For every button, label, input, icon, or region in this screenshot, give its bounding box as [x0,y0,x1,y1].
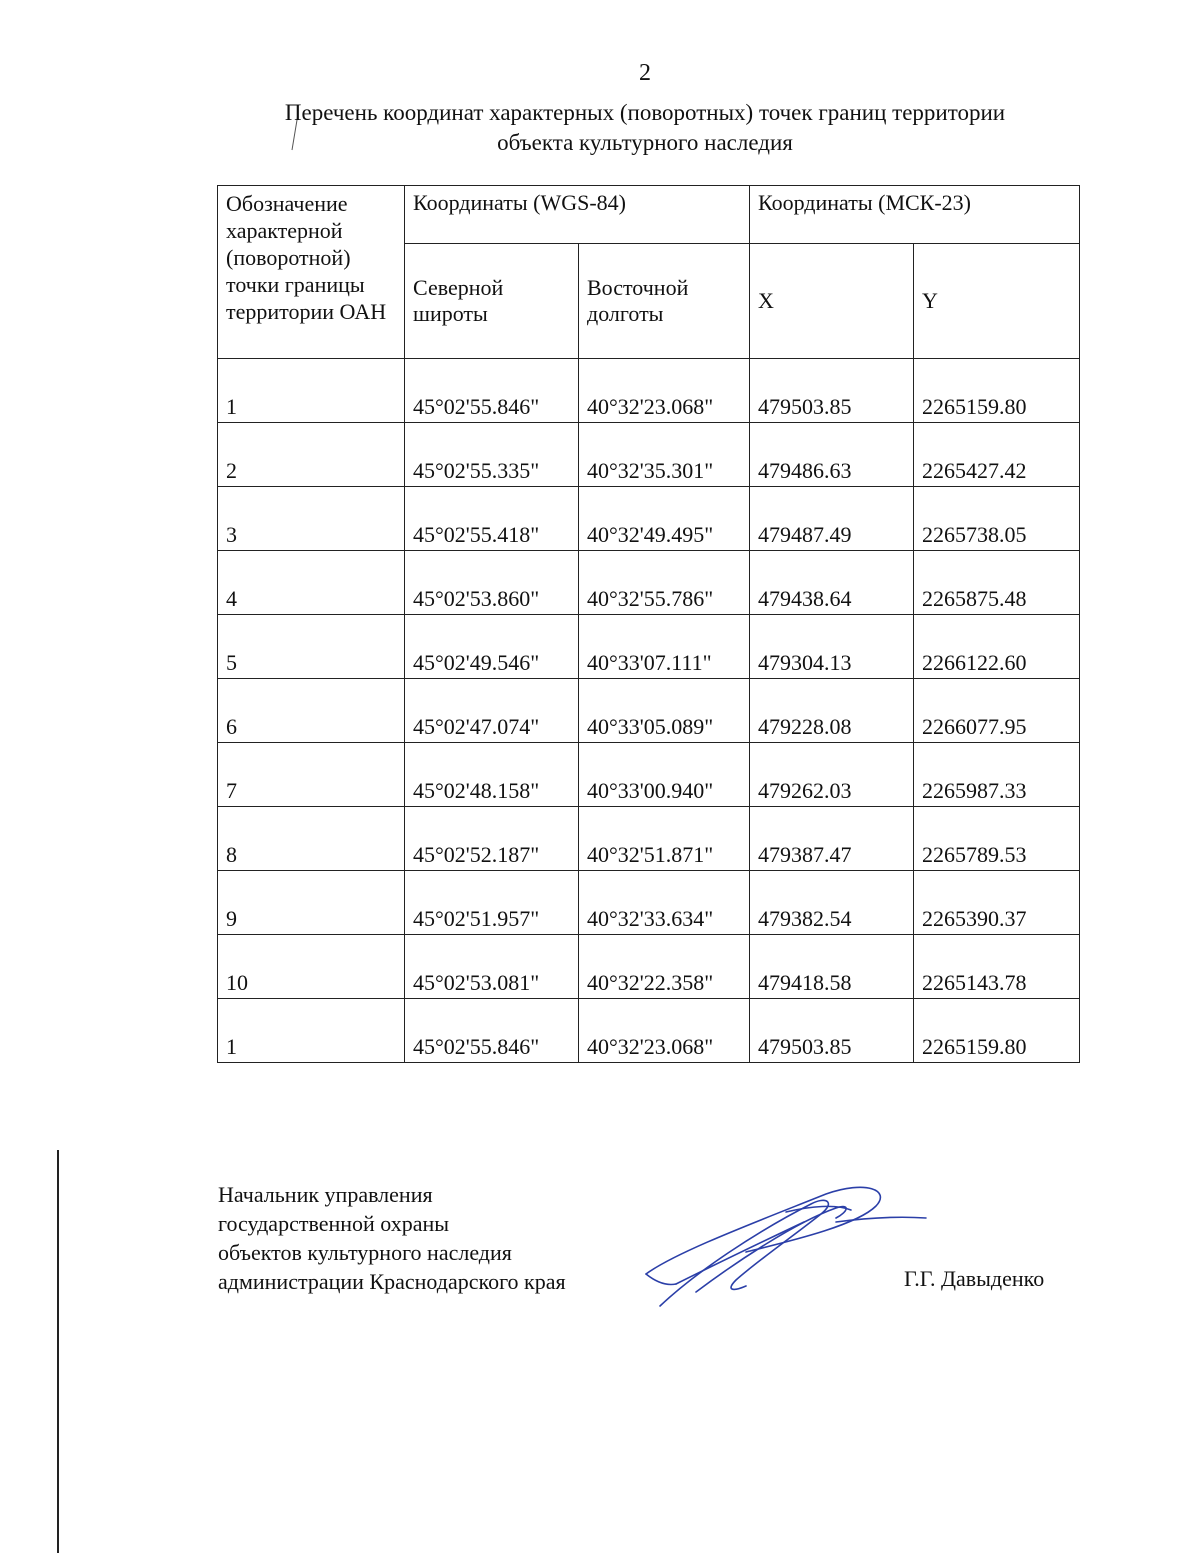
cell-y: 2265390.37 [914,871,1080,935]
table-row [218,999,1080,1063]
cell-y: 2265789.53 [914,807,1080,871]
cell-y: 2265143.78 [914,935,1080,999]
cell-point: 7 [218,743,405,807]
cell-x: 479262.03 [750,743,914,807]
table-row [218,615,1080,679]
document-title [200,98,1090,158]
header-point-designation: Обозначение характерной (поворотной) точки границы территории ОАН [218,186,405,359]
table-row [218,679,1080,743]
cell-point: 4 [218,551,405,615]
header-latitude: Северной широты [405,244,579,359]
table-row [218,871,1080,935]
cell-point: 6 [218,679,405,743]
cell-x: 479438.64 [750,551,914,615]
cell-point: 8 [218,807,405,871]
position-line: Начальник управления [218,1182,433,1207]
cell-point: 2 [218,423,405,487]
cell-longitude: 40°32'51.871" [579,807,750,871]
scan-edge-line [57,1150,59,1553]
cell-point: 9 [218,871,405,935]
position-line: объектов культурного наследия [218,1240,512,1265]
cell-latitude: 45°02'53.860" [405,551,579,615]
cell-longitude: 40°33'05.089" [579,679,750,743]
coordinates-table [217,185,1080,1063]
header-x: X [750,244,914,359]
cell-y: 2265987.33 [914,743,1080,807]
cell-y: 2265159.80 [914,999,1080,1063]
page-number: 2 [639,60,651,86]
cell-latitude: 45°02'48.158" [405,743,579,807]
cell-longitude: 40°33'07.111" [579,615,750,679]
cell-latitude: 45°02'55.418" [405,487,579,551]
title-line: Перечень координат характерных (поворотных) точек границ территории [284,100,1006,125]
position-line: государственной охраны [218,1211,450,1236]
signer-name: Г.Г. Давыденко [904,1266,1045,1291]
header-longitude: Восточной долготы [579,244,750,359]
handwritten-signature [636,1182,936,1312]
cell-x: 479503.85 [750,999,914,1063]
table-row [218,807,1080,871]
cell-longitude: 40°32'49.495" [579,487,750,551]
cell-longitude: 40°32'23.068" [579,999,750,1063]
cell-longitude: 40°33'00.940" [579,743,750,807]
cell-point: 1 [218,359,405,423]
table-row [218,743,1080,807]
cell-y: 2265427.42 [914,423,1080,487]
cell-y: 2265738.05 [914,487,1080,551]
cell-x: 479382.54 [750,871,914,935]
cell-latitude: 45°02'49.546" [405,615,579,679]
cell-point: 10 [218,935,405,999]
cell-latitude: 45°02'55.846" [405,999,579,1063]
title-line: объекта культурного наследия [497,130,793,155]
header-msk23-group: Координаты (МСК-23) [750,186,1080,244]
cell-point: 1 [218,999,405,1063]
table-row [218,487,1080,551]
cell-point: 5 [218,615,405,679]
table-row [218,935,1080,999]
cell-longitude: 40°32'55.786" [579,551,750,615]
cell-y: 2265875.48 [914,551,1080,615]
cell-latitude: 45°02'55.846" [405,359,579,423]
cell-x: 479503.85 [750,359,914,423]
cell-x: 479487.49 [750,487,914,551]
cell-y: 2265159.80 [914,359,1080,423]
cell-latitude: 45°02'52.187" [405,807,579,871]
cell-point: 3 [218,487,405,551]
cell-x: 479387.47 [750,807,914,871]
position-line: администрации Краснодарского края [218,1269,566,1294]
cell-y: 2266077.95 [914,679,1080,743]
header-y: Y [914,244,1080,359]
header-wgs84-group: Координаты (WGS-84) [405,186,750,244]
signer-position [218,1180,566,1296]
cell-latitude: 45°02'51.957" [405,871,579,935]
cell-longitude: 40°32'35.301" [579,423,750,487]
table-row [218,359,1080,423]
cell-longitude: 40°32'23.068" [579,359,750,423]
cell-longitude: 40°32'22.358" [579,935,750,999]
cell-y: 2266122.60 [914,615,1080,679]
cell-x: 479228.08 [750,679,914,743]
table-row [218,551,1080,615]
cell-x: 479418.58 [750,935,914,999]
cell-x: 479486.63 [750,423,914,487]
cell-x: 479304.13 [750,615,914,679]
cell-latitude: 45°02'47.074" [405,679,579,743]
cell-latitude: 45°02'53.081" [405,935,579,999]
table-row [218,423,1080,487]
cell-longitude: 40°32'33.634" [579,871,750,935]
cell-latitude: 45°02'55.335" [405,423,579,487]
